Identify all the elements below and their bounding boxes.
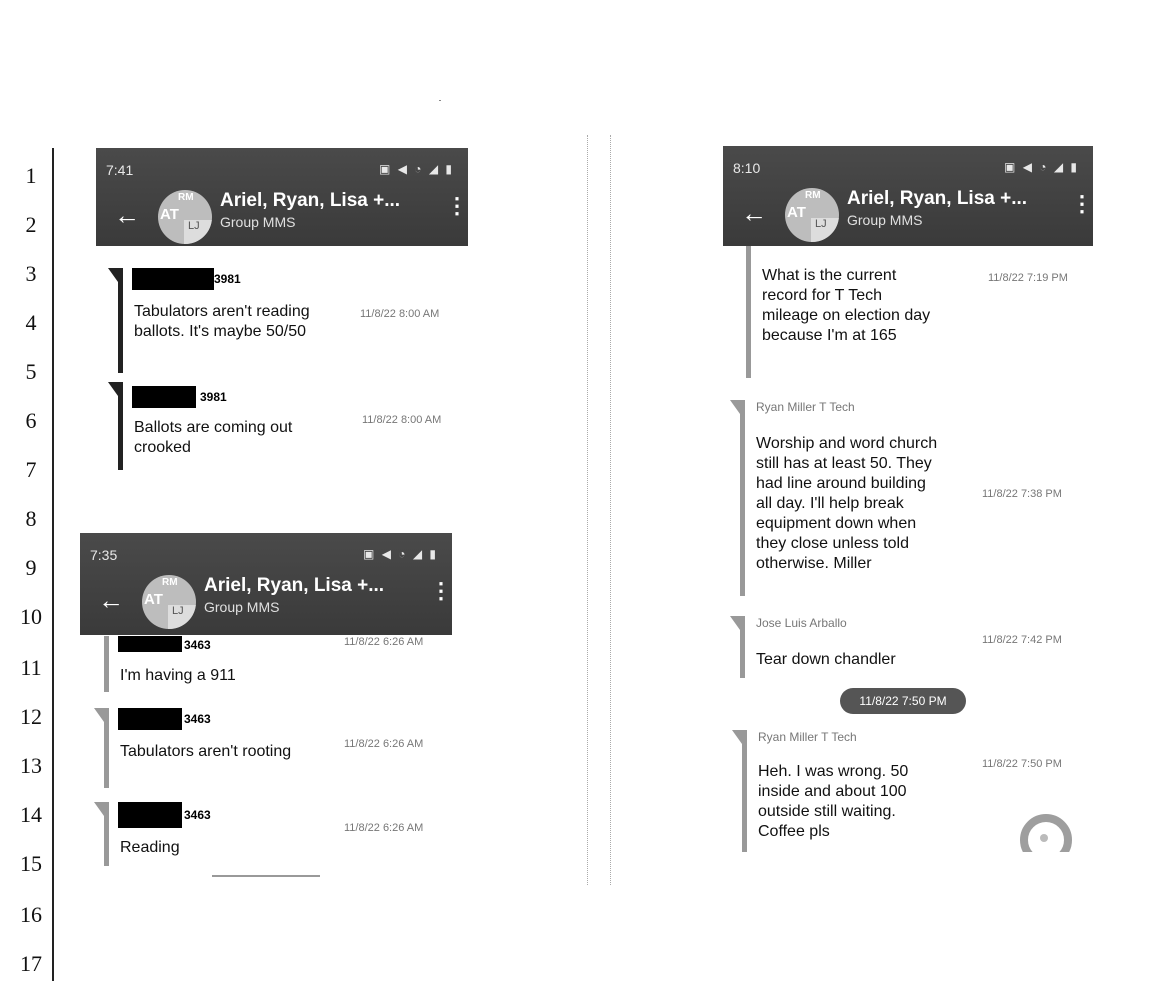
message-body: I'm having a 911 bbox=[120, 667, 236, 684]
message-bar bbox=[104, 636, 109, 692]
conversation-subtitle: Group MMS bbox=[220, 214, 296, 230]
message-item bbox=[104, 636, 444, 692]
message-item bbox=[740, 616, 1085, 678]
overflow-menu-icon[interactable]: ⋮ bbox=[430, 578, 452, 603]
bubble-tail-icon bbox=[732, 730, 742, 744]
line-number: 3 bbox=[25, 261, 37, 286]
line-number: 15 bbox=[20, 851, 42, 876]
message-time: 11/8/22 7:50 PM bbox=[982, 758, 1062, 770]
avatar-initials: RM bbox=[178, 192, 194, 203]
message-bar bbox=[104, 802, 109, 866]
avatar-initials: AT bbox=[144, 591, 163, 608]
sender-number: 3463 bbox=[184, 712, 211, 726]
line-number: 10 bbox=[20, 604, 42, 629]
message-bar bbox=[118, 382, 123, 470]
line-numbers bbox=[0, 0, 60, 981]
message-time: 11/8/22 6:26 AM bbox=[344, 738, 424, 750]
back-arrow-icon[interactable]: ← bbox=[114, 200, 140, 230]
message-body: Reading bbox=[120, 839, 180, 856]
status-icons: ▣ ◀ ◔ ◢ ▮ bbox=[1004, 160, 1079, 174]
group-avatar bbox=[785, 188, 839, 242]
avatar-initials: LJ bbox=[168, 605, 196, 629]
back-arrow-icon[interactable]: ← bbox=[741, 198, 767, 228]
status-bar bbox=[106, 162, 454, 178]
line-number: 6 bbox=[25, 408, 37, 433]
chat-header-3 bbox=[723, 146, 1093, 246]
app-bar bbox=[96, 148, 468, 246]
avatar-initials: AT bbox=[160, 206, 179, 223]
conversation-title: Ariel, Ryan, Lisa +... bbox=[204, 575, 385, 596]
sender-number: 3981 bbox=[214, 272, 241, 286]
message-time: 11/8/22 8:00 AM bbox=[360, 308, 440, 320]
group-avatar bbox=[158, 190, 212, 244]
conversation-title: Ariel, Ryan, Lisa +... bbox=[220, 190, 401, 211]
line-number: 16 bbox=[20, 902, 42, 927]
fab-dot-icon bbox=[1040, 834, 1048, 842]
sender-number: 3463 bbox=[184, 808, 211, 822]
scan-speck bbox=[439, 100, 441, 101]
message-body: Tabulators aren't reading ballots. It's maybe 50/50 bbox=[134, 303, 310, 340]
line-number: 13 bbox=[20, 753, 42, 778]
app-bar bbox=[723, 146, 1093, 246]
message-body: Worship and word church still has at least 50. They had line around building all day. I'll help break equipment down when they close unless told otherwise. Miller bbox=[756, 435, 938, 572]
text-underline bbox=[212, 875, 320, 877]
redacted-sender bbox=[118, 636, 182, 652]
page-fold bbox=[587, 135, 611, 885]
line-number: 8 bbox=[25, 506, 37, 531]
line-number: 14 bbox=[20, 802, 42, 827]
message-time: 11/8/22 7:38 PM bbox=[982, 488, 1062, 500]
conversation-title: Ariel, Ryan, Lisa +... bbox=[847, 188, 1028, 209]
back-arrow-icon[interactable]: ← bbox=[98, 585, 124, 615]
conversation-subtitle: Group MMS bbox=[847, 212, 923, 228]
line-number: 17 bbox=[20, 951, 42, 976]
redacted-sender bbox=[132, 268, 214, 290]
message-time: 11/8/22 7:42 PM bbox=[982, 634, 1062, 646]
status-time: 7:41 bbox=[106, 162, 134, 178]
status-bar bbox=[733, 160, 1079, 176]
message-body: What is the current record for T Tech mileage on election day because I'm at 165 bbox=[762, 267, 931, 344]
redacted-sender bbox=[118, 802, 182, 828]
message-item bbox=[118, 268, 468, 373]
line-number: 4 bbox=[25, 310, 37, 335]
bubble-tail-icon bbox=[108, 382, 118, 396]
message-body: Tear down chandler bbox=[756, 651, 896, 668]
message-item bbox=[740, 400, 1085, 596]
line-number: 5 bbox=[25, 359, 37, 384]
status-bar bbox=[90, 547, 438, 563]
message-item bbox=[118, 382, 468, 470]
avatar-initials: RM bbox=[805, 190, 821, 201]
margin-rule bbox=[52, 148, 54, 981]
floating-action-button[interactable] bbox=[1018, 812, 1074, 852]
message-time: 11/8/22 6:26 AM bbox=[344, 822, 424, 834]
chat-header-1 bbox=[96, 148, 468, 246]
message-bar bbox=[740, 616, 745, 678]
line-number: 12 bbox=[20, 704, 42, 729]
sender-name: Ryan Miller T Tech bbox=[756, 400, 855, 414]
message-bar bbox=[742, 730, 747, 852]
message-bar bbox=[746, 246, 751, 378]
status-icons: ▣ ◀ ◔ ◢ ▮ bbox=[363, 547, 438, 561]
status-time: 7:35 bbox=[90, 547, 118, 563]
status-time: 8:10 bbox=[733, 160, 761, 176]
chat-header-2 bbox=[80, 533, 452, 635]
avatar-initials: RM bbox=[162, 577, 178, 588]
message-bar bbox=[740, 400, 745, 596]
message-body: Heh. I was wrong. 50 inside and about 100 outside still waiting. Coffee pls bbox=[758, 763, 909, 840]
sender-number: 3463 bbox=[184, 638, 211, 652]
line-number: 2 bbox=[25, 212, 37, 237]
message-item bbox=[104, 802, 444, 866]
message-body: Tabulators aren't rooting bbox=[120, 743, 292, 760]
message-bar bbox=[104, 708, 109, 788]
overflow-menu-icon[interactable]: ⋮ bbox=[1071, 191, 1093, 216]
date-divider: 11/8/22 7:50 PM bbox=[840, 688, 966, 714]
fab-ring-icon bbox=[1020, 814, 1072, 852]
sender-name: Jose Luis Arballo bbox=[756, 616, 847, 630]
app-bar bbox=[80, 533, 452, 635]
line-number: 11 bbox=[20, 655, 42, 680]
sender-name: Ryan Miller T Tech bbox=[758, 730, 857, 744]
message-time: 11/8/22 7:19 PM bbox=[988, 272, 1068, 284]
avatar-initials: LJ bbox=[811, 218, 839, 242]
line-number: 9 bbox=[25, 555, 37, 580]
bubble-tail-icon bbox=[108, 268, 118, 282]
bubble-tail-icon bbox=[730, 616, 740, 630]
line-number: 1 bbox=[25, 163, 37, 188]
message-item bbox=[746, 246, 1091, 378]
redacted-sender bbox=[118, 708, 182, 730]
avatar-initials: AT bbox=[787, 204, 806, 221]
avatar-initials: LJ bbox=[184, 220, 212, 244]
message-bar bbox=[118, 268, 123, 373]
overflow-menu-icon[interactable]: ⋮ bbox=[446, 193, 468, 218]
line-number: 7 bbox=[25, 457, 37, 482]
message-time: 11/8/22 6:26 AM bbox=[344, 636, 424, 648]
redacted-sender bbox=[132, 386, 196, 408]
bubble-tail-icon bbox=[730, 400, 740, 414]
bubble-tail-icon bbox=[94, 802, 104, 816]
message-time: 11/8/22 8:00 AM bbox=[362, 414, 442, 426]
message-body: Ballots are coming out crooked bbox=[134, 419, 293, 456]
bubble-tail-icon bbox=[94, 708, 104, 722]
status-icons: ▣ ◀ ◔ ◢ ▮ bbox=[379, 162, 454, 176]
conversation-subtitle: Group MMS bbox=[204, 599, 280, 615]
message-item bbox=[104, 708, 444, 788]
sender-number: 3981 bbox=[200, 390, 227, 404]
group-avatar bbox=[142, 575, 196, 629]
